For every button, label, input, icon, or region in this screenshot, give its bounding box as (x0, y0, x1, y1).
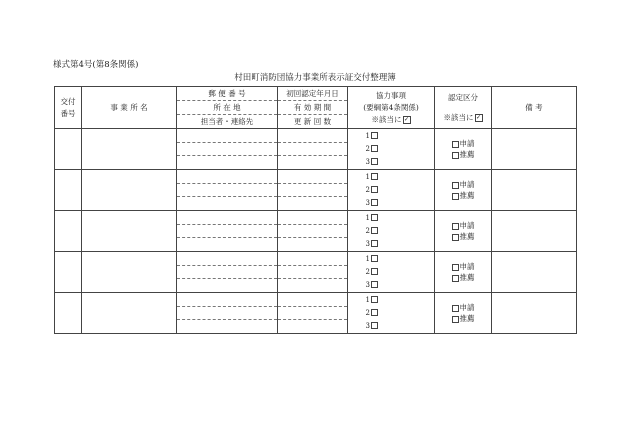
checkbox-icon[interactable] (452, 305, 459, 312)
cooperation-item[interactable]: 1 (366, 294, 378, 307)
cooperation-item[interactable]: 3 (366, 238, 378, 251)
cooperation-cell (348, 252, 435, 293)
certification-option[interactable]: 推薦 (452, 190, 475, 201)
office-name-cell[interactable] (82, 211, 177, 252)
checkbox-icon[interactable] (452, 316, 459, 323)
certification-option[interactable]: 申請 (452, 138, 475, 149)
address-header: 所 在 地 (177, 100, 277, 114)
remarks-cell[interactable] (492, 252, 577, 293)
cooperation-item[interactable]: 1 (366, 130, 378, 143)
office-info-cell[interactable] (177, 252, 278, 293)
cooperation-item[interactable]: 1 (366, 212, 378, 225)
office-info-cell[interactable] (177, 170, 278, 211)
checkbox-icon[interactable] (452, 141, 459, 148)
form-number: 様式第4号(第8条関係) (53, 60, 139, 70)
checkbox-icon[interactable] (371, 214, 378, 221)
checkbox-icon[interactable] (371, 240, 378, 247)
cooperation-item[interactable]: 2 (366, 225, 378, 238)
checkbox-icon[interactable] (371, 199, 378, 206)
dates-cell[interactable] (278, 252, 348, 293)
office-name-cell[interactable] (82, 252, 177, 293)
cooperation-item[interactable]: 2 (366, 266, 378, 279)
checkbox-icon[interactable] (371, 281, 378, 288)
cooperation-item[interactable]: 3 (366, 320, 378, 333)
dates-header (278, 87, 348, 129)
issue-number-cell[interactable] (55, 252, 82, 293)
certification-option[interactable]: 推薦 (452, 272, 475, 283)
certification-cell (435, 170, 492, 211)
certification-option[interactable]: 申請 (452, 261, 475, 272)
certification-note: ※該当に (443, 112, 474, 122)
contact-header: 担当者・連絡先 (177, 114, 277, 128)
checkbox-icon[interactable] (452, 223, 459, 230)
checkbox-icon[interactable] (371, 322, 378, 329)
renewal-count-header: 更 新 回 数 (278, 114, 347, 128)
table-row (55, 252, 577, 293)
remarks-cell[interactable] (492, 211, 577, 252)
header-row (55, 87, 577, 129)
issue-number-cell[interactable] (55, 129, 82, 170)
cooperation-cell (348, 293, 435, 334)
certification-option[interactable]: 申請 (452, 220, 475, 231)
certification-option[interactable]: 推薦 (452, 313, 475, 324)
cooperation-item[interactable]: 2 (366, 184, 378, 197)
checkbox-icon[interactable] (371, 173, 378, 180)
office-name-header: 事 業 所 名 (82, 87, 177, 129)
office-info-cell[interactable] (177, 211, 278, 252)
checkbox-icon[interactable] (371, 132, 378, 139)
checkbox-icon[interactable] (371, 158, 378, 165)
issue-number-cell[interactable] (55, 293, 82, 334)
office-info-header (177, 87, 278, 129)
cooperation-header (348, 87, 435, 129)
remarks-header: 備 考 (492, 87, 577, 129)
certification-option[interactable]: 推薦 (452, 149, 475, 160)
checkbox-icon[interactable] (452, 234, 459, 241)
cooperation-title: 協力事項 (376, 90, 406, 100)
table-row (55, 170, 577, 211)
certification-option[interactable]: 推薦 (452, 231, 475, 242)
certification-cell (435, 293, 492, 334)
cooperation-subtitle: (要綱第4条関係) (363, 102, 419, 112)
office-name-cell[interactable] (82, 129, 177, 170)
cooperation-note: ※該当に (371, 114, 402, 124)
checkbox-icon[interactable] (452, 275, 459, 282)
checkmark-icon: ✓ (403, 115, 410, 123)
cooperation-item[interactable]: 3 (366, 156, 378, 169)
cooperation-item[interactable]: 1 (366, 253, 378, 266)
dates-cell[interactable] (278, 293, 348, 334)
issue-number-cell[interactable] (55, 211, 82, 252)
remarks-cell[interactable] (492, 129, 577, 170)
issue-number-cell[interactable] (55, 170, 82, 211)
checkbox-icon[interactable] (371, 268, 378, 275)
register-table (54, 86, 577, 334)
dates-cell[interactable] (278, 170, 348, 211)
document-title: 村田町消防団協力事業所表示証交付整理簿 (234, 73, 396, 83)
certification-header (435, 87, 492, 129)
checkbox-icon[interactable] (371, 186, 378, 193)
table-row (55, 211, 577, 252)
office-name-cell[interactable] (82, 170, 177, 211)
table-row (55, 129, 577, 170)
cooperation-cell (348, 211, 435, 252)
cooperation-item[interactable]: 3 (366, 279, 378, 292)
certification-option[interactable]: 申請 (452, 179, 475, 190)
certification-option[interactable]: 申請 (452, 302, 475, 313)
cooperation-item[interactable]: 2 (366, 307, 378, 320)
dates-cell[interactable] (278, 129, 348, 170)
checkbox-icon[interactable] (452, 264, 459, 271)
certification-cell (435, 211, 492, 252)
checkbox-icon[interactable] (452, 152, 459, 159)
cooperation-item[interactable]: 2 (366, 143, 378, 156)
office-name-cell[interactable] (82, 293, 177, 334)
dates-cell[interactable] (278, 211, 348, 252)
issue-number-header: 交付 番号 (55, 87, 82, 129)
checkbox-icon[interactable] (371, 255, 378, 262)
certification-title: 認定区分 (448, 92, 478, 102)
checkbox-icon[interactable] (371, 296, 378, 303)
checkmark-icon: ✓ (475, 113, 482, 121)
certification-cell (435, 252, 492, 293)
cooperation-item[interactable]: 3 (366, 197, 378, 210)
cooperation-item[interactable]: 1 (366, 171, 378, 184)
remarks-cell[interactable] (492, 170, 577, 211)
checkbox-icon[interactable] (452, 193, 459, 200)
office-info-cell[interactable] (177, 129, 278, 170)
checkbox-icon[interactable] (371, 309, 378, 316)
remarks-cell[interactable] (492, 293, 577, 334)
validity-header: 有 効 期 間 (278, 100, 347, 114)
first-cert-date-header: 初回認定年月日 (286, 88, 339, 98)
certification-cell (435, 129, 492, 170)
checkbox-icon[interactable] (452, 182, 459, 189)
checkbox-icon[interactable] (371, 145, 378, 152)
cooperation-cell (348, 129, 435, 170)
cooperation-cell (348, 170, 435, 211)
checkbox-icon[interactable] (371, 227, 378, 234)
table-row (55, 293, 577, 334)
postal-code-header: 郵 便 番 号 (208, 88, 246, 98)
office-info-cell[interactable] (177, 293, 278, 334)
